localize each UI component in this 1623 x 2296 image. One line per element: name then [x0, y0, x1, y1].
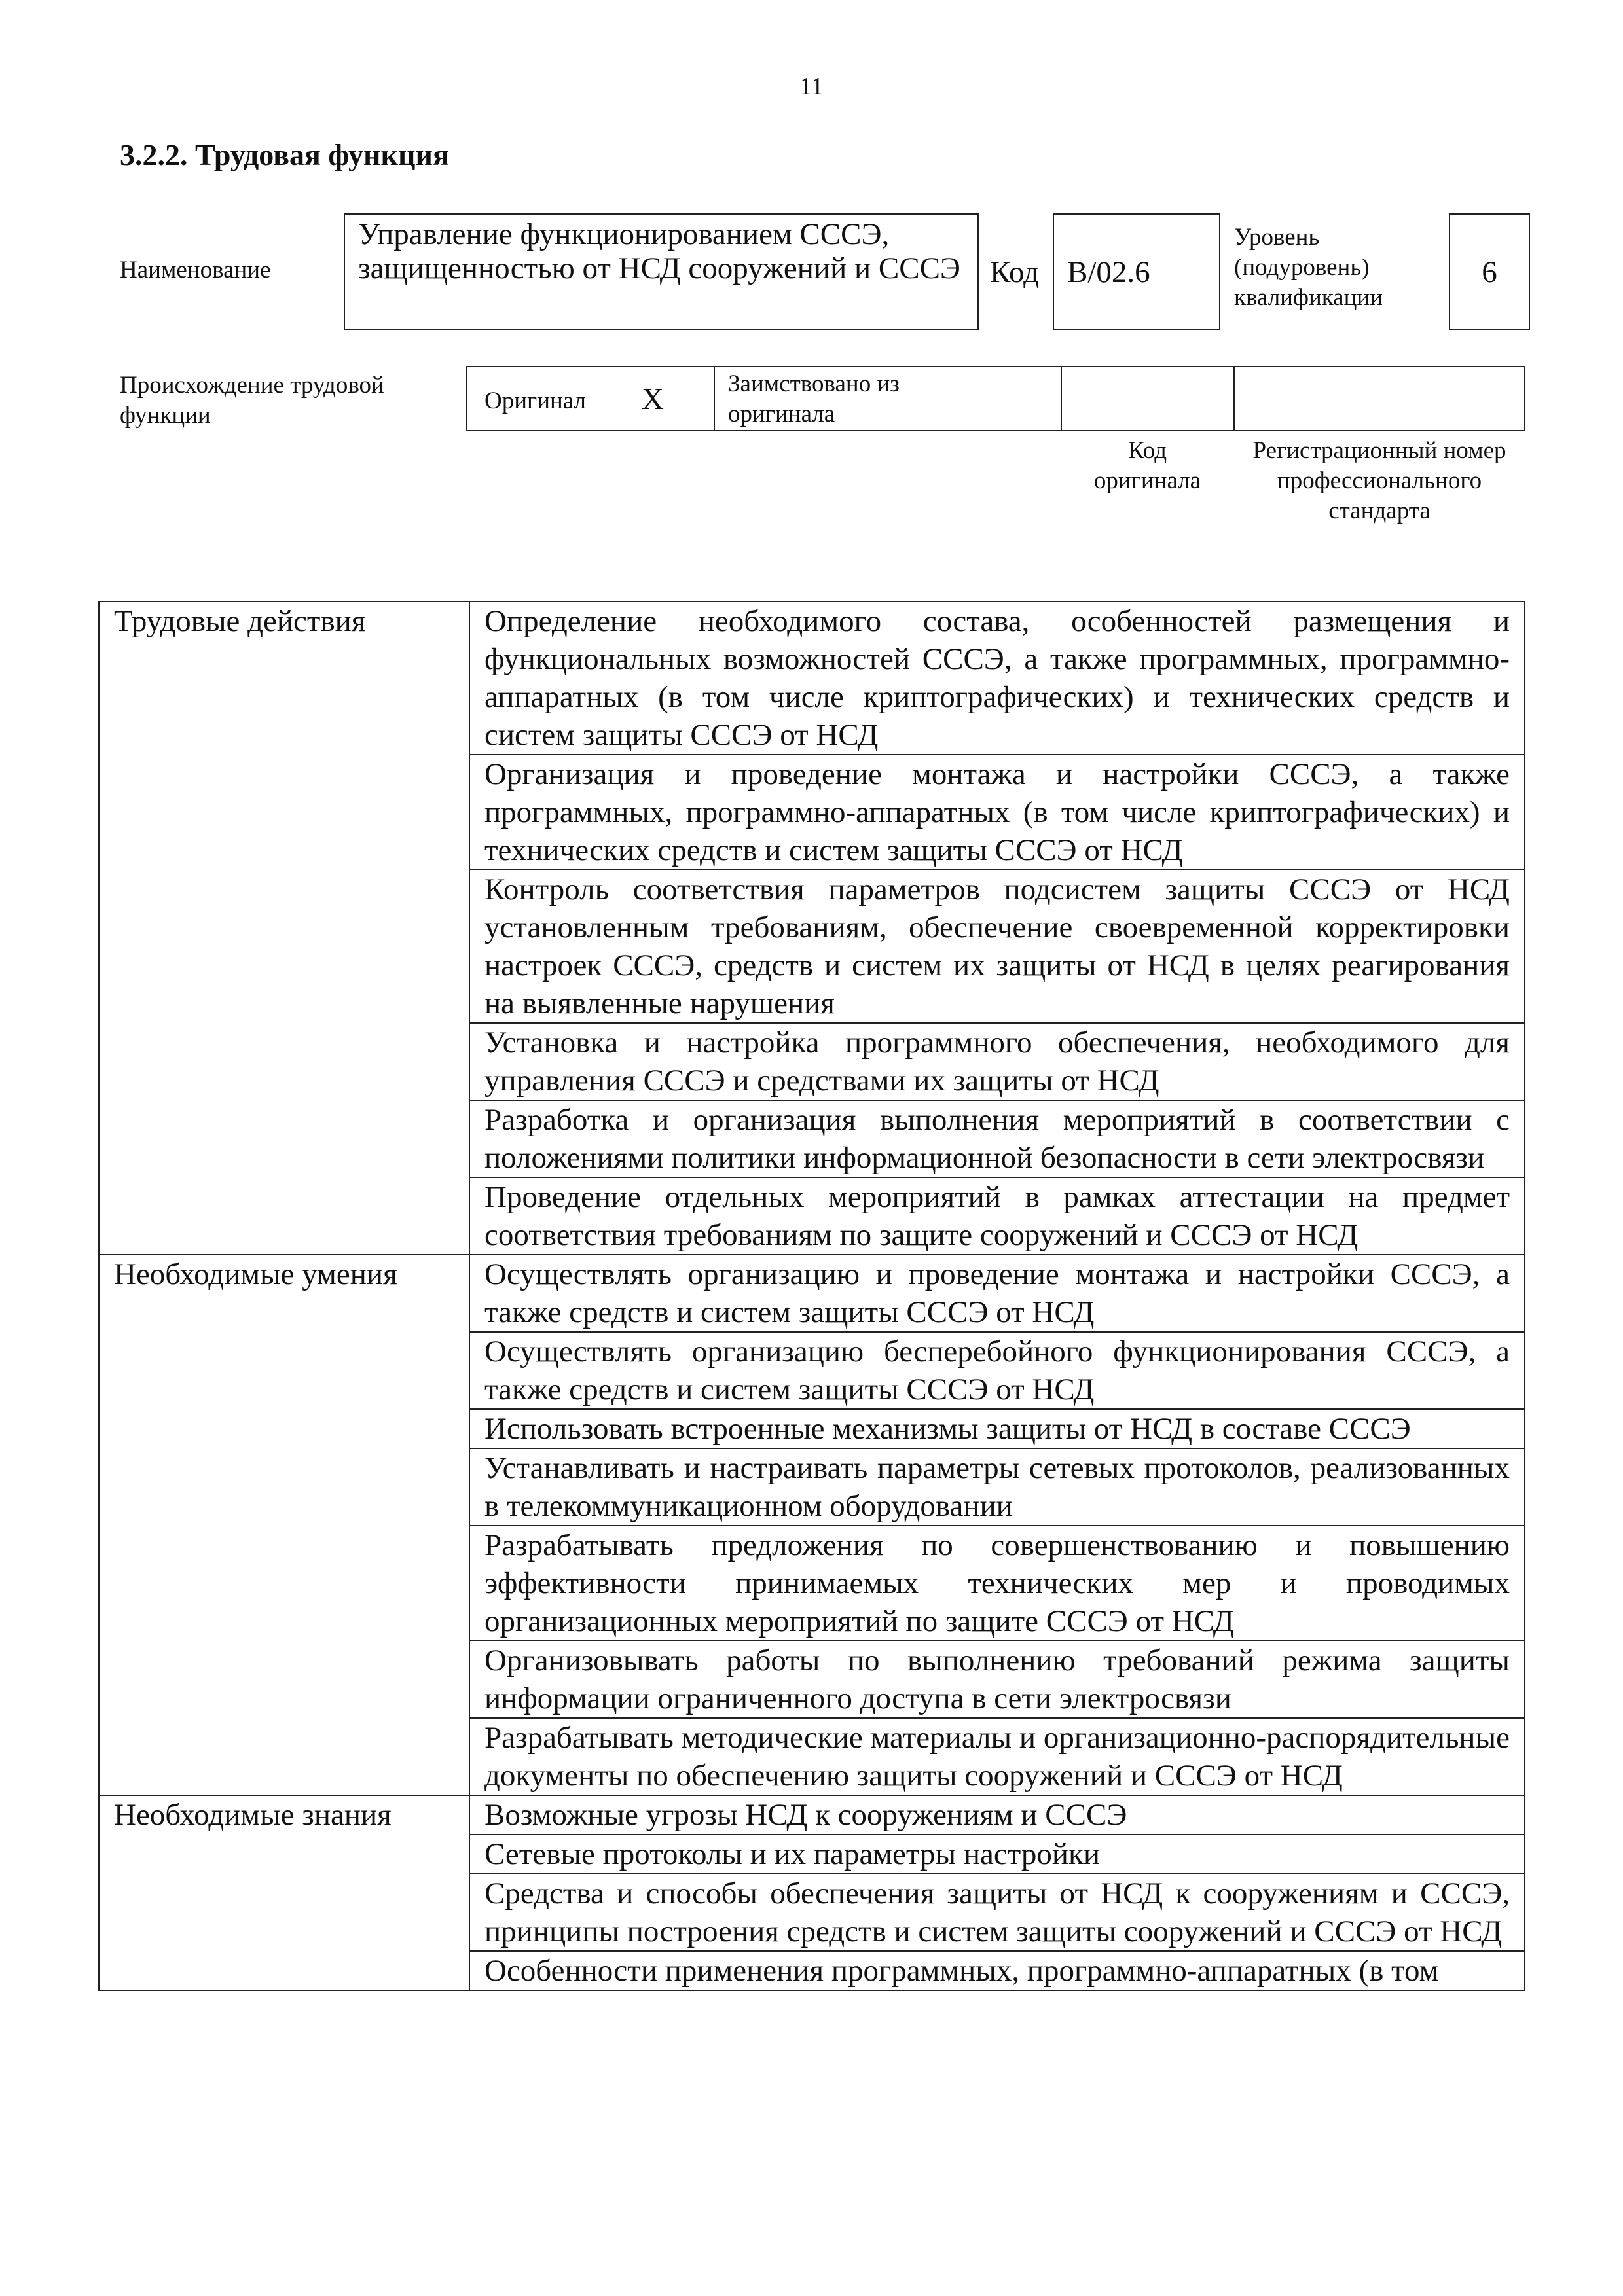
section-item: Определение необходимого состава, особенностей размещения и функциональных возможностей СССЭ, а также программных, программно-аппаратных (в том числе криптографических) и технических средств и систем защиты СССЭ от НСД [469, 601, 1525, 755]
name-value-box [344, 213, 979, 330]
section-item: Разрабатывать методические материалы и организационно-распорядительные документы по обеспечению защиты сооружений и СССЭ от НСД [469, 1718, 1525, 1795]
level-value: 6 [1482, 255, 1497, 289]
code-label: Код [990, 255, 1040, 289]
section-item: Средства и способы обеспечения защиты от НСД к сооружениям и СССЭ, принципы построения средств и систем защиты сооружений и СССЭ от НСД [469, 1874, 1525, 1951]
section-item: Организовывать работы по выполнению требований режима защиты информации ограниченного доступа в сети электросвязи [469, 1641, 1525, 1718]
original-label: Оригинал [484, 387, 587, 414]
table-row [99, 601, 1525, 755]
section-item: Возможные угрозы НСД к сооружениям и СССЭ [469, 1795, 1525, 1835]
section-category: Необходимые умения [99, 1255, 469, 1795]
name-value: Управление функционированием СССЭ, защищенностью от НСД сооружений и СССЭ [358, 217, 960, 285]
section-category: Необходимые знания [99, 1795, 469, 1990]
code-value-box [1053, 213, 1220, 330]
origin-divider [1233, 366, 1235, 431]
origin-divider [1061, 366, 1062, 431]
section-item: Осуществлять организацию бесперебойного функционирования СССЭ, а также средств и систем защиты СССЭ от НСД [469, 1332, 1525, 1409]
section-item: Проведение отдельных мероприятий в рамках аттестации на предмет соответствия требованиям по защите сооружений и СССЭ от НСД [469, 1177, 1525, 1255]
name-label: Наименование [120, 257, 271, 283]
section-item: Устанавливать и настраивать параметры сетевых протоколов, реализованных в телекоммуникационном оборудовании [469, 1448, 1525, 1526]
table-row [99, 1255, 1525, 1332]
original-mark: X [642, 382, 664, 416]
section-category: Трудовые действия [99, 601, 469, 1255]
section-item: Разработка и организация выполнения мероприятий в соответствии с положениями политики информационной безопасности в сети электросвязи [469, 1100, 1525, 1177]
reg-number-label: Регистрационный номер профессионального стандарта [1252, 437, 1506, 524]
page-number: 11 [799, 73, 824, 100]
origin-divider [714, 366, 715, 431]
main-table [98, 601, 1525, 1991]
borrowed-label: Заимствовано из оригинала [728, 370, 900, 427]
section-item: Разрабатывать предложения по совершенствованию и повышению эффективности принимаемых технических мер и проводимых организационных мероприятий по защите СССЭ от НСД [469, 1526, 1525, 1641]
table-row [99, 1795, 1525, 1835]
origin-label: Происхождение трудовой функции [120, 372, 384, 429]
section-item: Организация и проведение монтажа и настройки СССЭ, а также программных, программно-аппаратных (в том числе криптографических) и технических средств и систем защиты СССЭ от НСД [469, 755, 1525, 870]
code-value: B/02.6 [1067, 255, 1150, 289]
code-original-label: Код оригинала [1093, 437, 1201, 494]
level-label: Уровень (подуровень) квалификации [1234, 224, 1383, 311]
level-value-box [1449, 213, 1530, 330]
section-item: Использовать встроенные механизмы защиты от НСД в составе СССЭ [469, 1409, 1525, 1448]
section-title: 3.2.2. Трудовая функция [120, 138, 449, 171]
origin-table [466, 366, 1525, 431]
section-item: Установка и настройка программного обеспечения, необходимого для управления СССЭ и средствами их защиты от НСД [469, 1023, 1525, 1100]
section-item: Контроль соответствия параметров подсистем защиты СССЭ от НСД установленным требованиям, обеспечение своевременной корректировки настроек СССЭ, средств и систем их защиты от НСД в целях реагирования на выявленные нарушения [469, 870, 1525, 1023]
section-item: Сетевые протоколы и их параметры настройки [469, 1835, 1525, 1874]
section-item: Особенности применения программных, программно-аппаратных (в том [469, 1951, 1525, 1990]
section-item: Осуществлять организацию и проведение монтажа и настройки СССЭ, а также средств и систем защиты СССЭ от НСД [469, 1255, 1525, 1332]
